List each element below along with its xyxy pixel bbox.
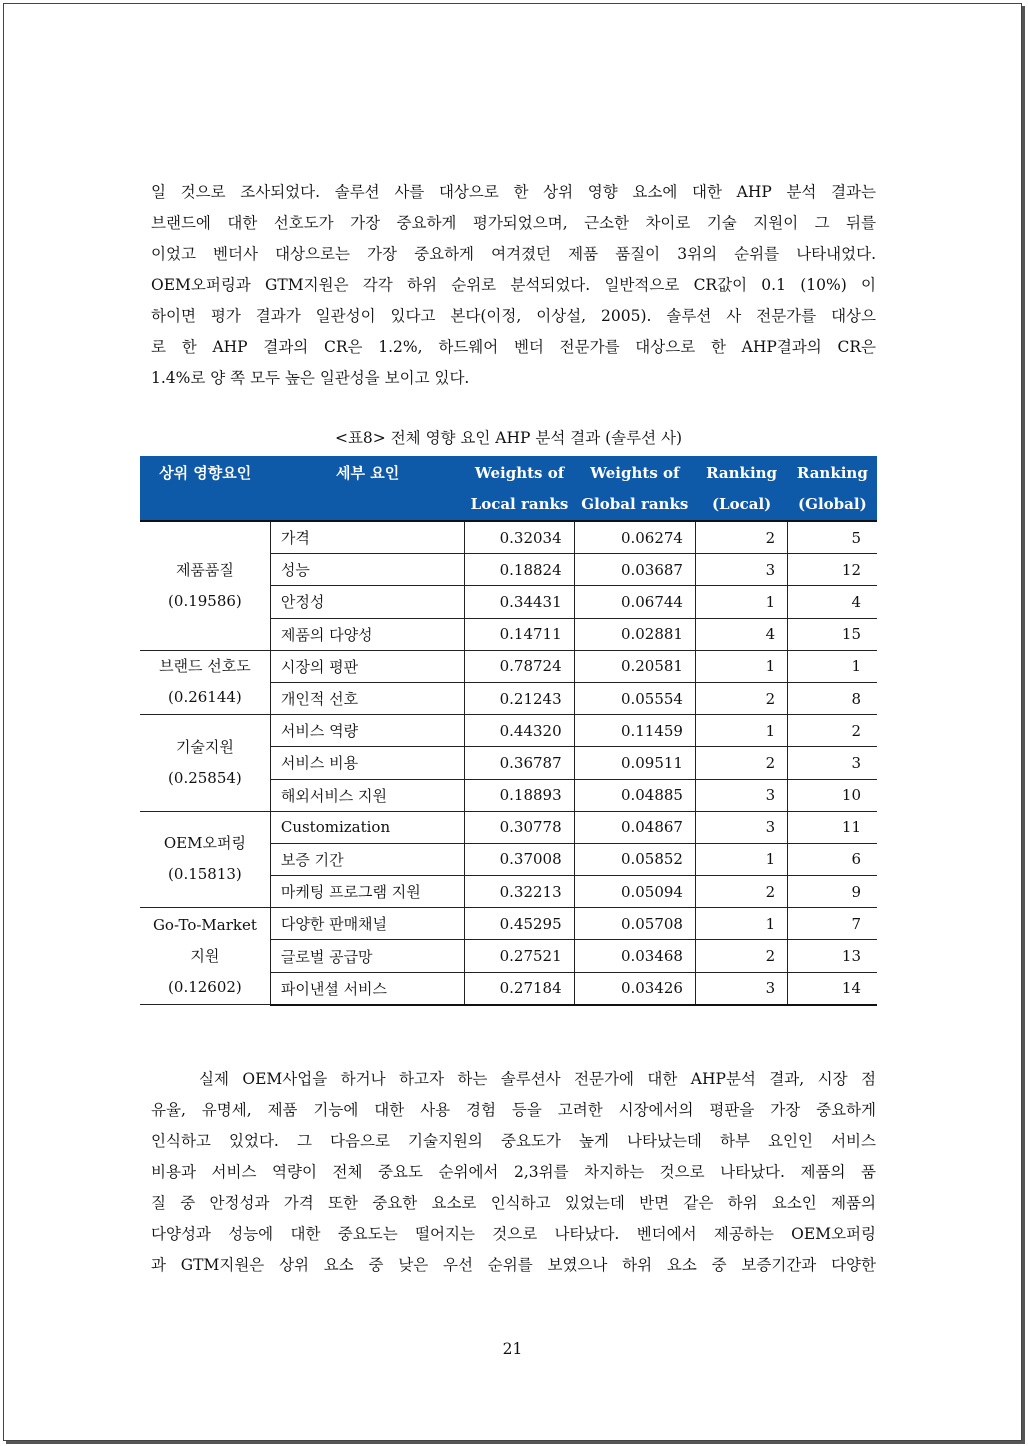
sub-factor-cell: 성능 [270, 554, 465, 586]
page-number: 21 [502, 1340, 523, 1358]
local-weight-cell: 0.37008 [465, 843, 574, 875]
text-line: 로 한 AHP 결과의 CR은 1.2%, 하드웨어 벤더 전문가를 대상으로 한 AHP결과의 CR은 [151, 338, 876, 356]
text-line: OEM오퍼링과 GTM지원은 각각 하위 순위로 분석되었다. 일반적으로 CR값이 0.1 (10%) 이 [151, 276, 876, 294]
group-brand-preference: 브랜드 선호도 (0.26144) [140, 650, 270, 714]
sub-factor-cell: 다양한 판매채널 [270, 908, 465, 940]
rank-global-cell: 1 [788, 650, 877, 682]
rank-global-cell: 15 [788, 618, 877, 650]
sub-factor-cell: 안정성 [270, 586, 465, 618]
global-weight-cell: 0.05708 [574, 908, 695, 940]
local-weight-cell: 0.30778 [465, 811, 574, 843]
rank-local-cell: 3 [695, 554, 787, 586]
global-weight-cell: 0.09511 [574, 747, 695, 779]
header-local-weight: Weights of Local ranks [465, 456, 574, 521]
rank-local-cell: 1 [695, 843, 787, 875]
table-row [140, 715, 877, 747]
rank-global-cell: 5 [788, 521, 877, 554]
local-weight-cell: 0.45295 [465, 908, 574, 940]
rank-local-cell: 2 [695, 682, 787, 714]
local-weight-cell: 0.32213 [465, 876, 574, 908]
global-weight-cell: 0.05554 [574, 682, 695, 714]
rank-global-cell: 10 [788, 779, 877, 811]
global-weight-cell: 0.02881 [574, 618, 695, 650]
rank-global-cell: 4 [788, 586, 877, 618]
global-weight-cell: 0.06274 [574, 521, 695, 554]
text-line: 다양성과 성능에 대한 중요도는 떨어지는 것으로 나타났다. 벤더에서 제공하는 OEM오퍼링 [151, 1225, 876, 1243]
rank-global-cell: 2 [788, 715, 877, 747]
global-weight-cell: 0.06744 [574, 586, 695, 618]
rank-local-cell: 2 [695, 876, 787, 908]
text-line: 이었고 벤더사 대상으로는 가장 중요하게 여겨졌던 제품 품질이 3위의 순위를 나타내었다. [151, 245, 876, 263]
text-line: 실제 OEM사업을 하거나 하고자 하는 솔루션사 전문가에 대한 AHP분석 결과, 시장 점 [151, 1070, 876, 1088]
rank-global-cell: 13 [788, 940, 877, 972]
sub-factor-cell: 서비스 역량 [270, 715, 465, 747]
rank-local-cell: 1 [695, 908, 787, 940]
sub-factor-cell: 서비스 비용 [270, 747, 465, 779]
paragraph-intro [151, 177, 876, 394]
global-weight-cell: 0.03426 [574, 972, 695, 1005]
sub-factor-cell: 글로벌 공급망 [270, 940, 465, 972]
rank-global-cell: 6 [788, 843, 877, 875]
rank-global-cell: 3 [788, 747, 877, 779]
local-weight-cell: 0.27184 [465, 972, 574, 1005]
table-caption: <표8> 전체 영향 요인 AHP 분석 결과 (솔루션 사) [334, 429, 683, 447]
table-row [140, 650, 877, 682]
rank-local-cell: 4 [695, 618, 787, 650]
text-line: 하이면 평가 결과가 일관성이 있다고 본다(이정, 이상설, 2005). 솔루션 사 전문가를 대상으 [151, 307, 876, 325]
global-weight-cell: 0.04885 [574, 779, 695, 811]
group-product-quality: 제품품질 (0.19586) [140, 521, 270, 650]
rank-local-cell: 2 [695, 747, 787, 779]
header-rank-local: Ranking (Local) [695, 456, 787, 521]
rank-global-cell: 7 [788, 908, 877, 940]
header-global-weight: Weights of Global ranks [574, 456, 695, 521]
global-weight-cell: 0.04867 [574, 811, 695, 843]
local-weight-cell: 0.14711 [465, 618, 574, 650]
local-weight-cell: 0.21243 [465, 682, 574, 714]
local-weight-cell: 0.34431 [465, 586, 574, 618]
text-line: 유율, 유명세, 제품 기능에 대한 사용 경험 등을 고려한 시장에서의 평판을 가장 중요하게 [151, 1101, 876, 1119]
global-weight-cell: 0.03687 [574, 554, 695, 586]
sub-factor-cell: 파이낸셜 서비스 [270, 972, 465, 1005]
text-line: 비용과 서비스 역량이 전체 중요도 순위에서 2,3위를 차지하는 것으로 나타났다. 제품의 품 [151, 1163, 876, 1181]
local-weight-cell: 0.32034 [465, 521, 574, 554]
text-line: 과 GTM지원은 상위 요소 중 낮은 우선 순위를 보였으나 하위 요소 중 보증기간과 다양한 [151, 1256, 876, 1274]
table-header-row [140, 456, 877, 521]
document-page [3, 3, 1022, 1441]
global-weight-cell: 0.03468 [574, 940, 695, 972]
sub-factor-cell: 제품의 다양성 [270, 618, 465, 650]
sub-factor-cell: 마케팅 프로그램 지원 [270, 876, 465, 908]
table-row [140, 908, 877, 940]
local-weight-cell: 0.44320 [465, 715, 574, 747]
global-weight-cell: 0.20581 [574, 650, 695, 682]
rank-global-cell: 8 [788, 682, 877, 714]
header-rank-global: Ranking (Global) [788, 456, 877, 521]
group-tech-support: 기술지원 (0.25854) [140, 715, 270, 812]
paragraph-analysis [151, 1064, 876, 1281]
ahp-results-table [140, 456, 877, 1006]
local-weight-cell: 0.36787 [465, 747, 574, 779]
rank-global-cell: 11 [788, 811, 877, 843]
rank-global-cell: 9 [788, 876, 877, 908]
text-line: 일 것으로 조사되었다. 솔루션 사를 대상으로 한 상위 영향 요소에 대한 AHP 분석 결과는 [151, 183, 876, 201]
group-go-to-market: Go-To-Market 지원 (0.12602) [140, 908, 270, 1005]
global-weight-cell: 0.05094 [574, 876, 695, 908]
rank-local-cell: 2 [695, 521, 787, 554]
sub-factor-cell: 시장의 평판 [270, 650, 465, 682]
global-weight-cell: 0.05852 [574, 843, 695, 875]
global-weight-cell: 0.11459 [574, 715, 695, 747]
group-oem-offering: OEM오퍼링 (0.15813) [140, 811, 270, 908]
sub-factor-cell: 가격 [270, 521, 465, 554]
text-line: 1.4%로 양 쪽 모두 높은 일관성을 보이고 있다. [151, 369, 470, 387]
local-weight-cell: 0.78724 [465, 650, 574, 682]
header-top-factor: 상위 영향요인 [140, 456, 270, 521]
local-weight-cell: 0.18893 [465, 779, 574, 811]
text-line: 브랜드에 대한 선호도가 가장 중요하게 평가되었으며, 근소한 차이로 기술 지원이 그 뒤를 [151, 214, 876, 232]
header-sub-factor: 세부 요인 [270, 456, 465, 521]
rank-local-cell: 3 [695, 779, 787, 811]
rank-local-cell: 1 [695, 650, 787, 682]
local-weight-cell: 0.18824 [465, 554, 574, 586]
sub-factor-cell: 해외서비스 지원 [270, 779, 465, 811]
text-line: 인식하고 있었다. 그 다음으로 기술지원의 중요도가 높게 나타났는데 하부 요인인 서비스 [151, 1132, 876, 1150]
rank-local-cell: 3 [695, 811, 787, 843]
rank-local-cell: 1 [695, 586, 787, 618]
rank-local-cell: 1 [695, 715, 787, 747]
rank-local-cell: 3 [695, 972, 787, 1005]
table-row [140, 811, 877, 843]
text-line: 질 중 안정성과 가격 또한 중요한 요소로 인식하고 있었는데 반면 같은 하위 요소인 제품의 [151, 1194, 876, 1212]
sub-factor-cell: 보증 기간 [270, 843, 465, 875]
rank-local-cell: 2 [695, 940, 787, 972]
sub-factor-cell: 개인적 선호 [270, 682, 465, 714]
table-row [140, 521, 877, 554]
rank-global-cell: 14 [788, 972, 877, 1005]
rank-global-cell: 12 [788, 554, 877, 586]
local-weight-cell: 0.27521 [465, 940, 574, 972]
sub-factor-cell: Customization [270, 811, 465, 843]
